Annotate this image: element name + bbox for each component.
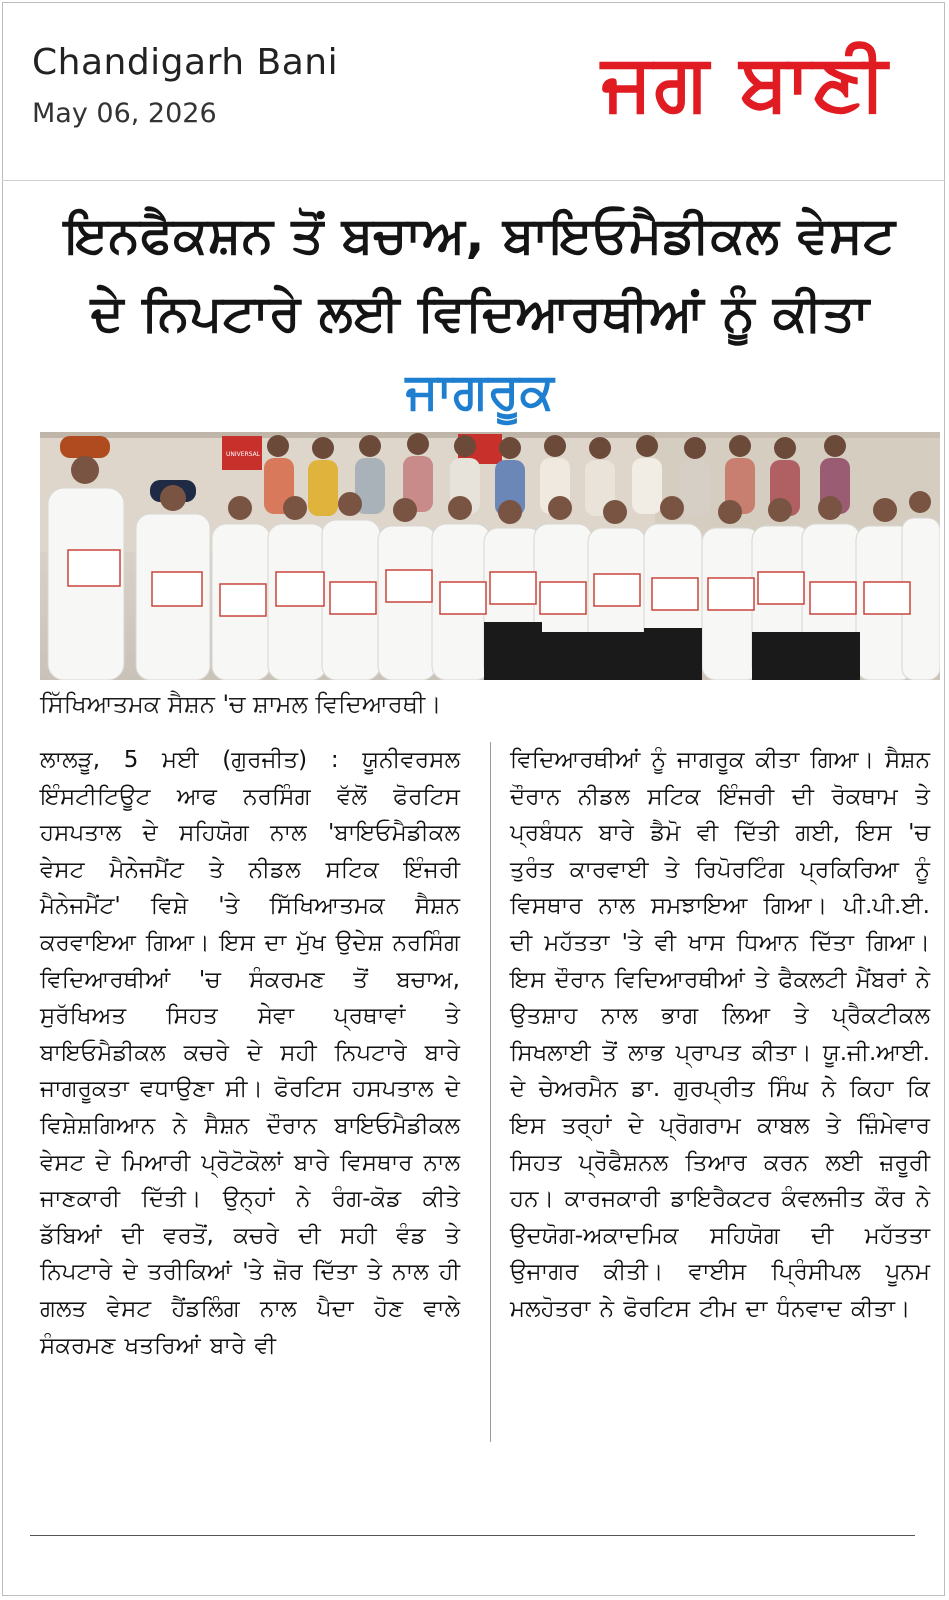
article-column-left: ਲਾਲੜੂ, 5 ਮਈ (ਗੁਰਜੀਤ) : ਯੂਨੀਵਰਸਲ ਇੰਸਟੀਟਿਊਟ ਆਫ ਨਰਸਿੰਗ ਵੱਲੋਂ ਫੋਰਟਿਸ ਹਸਪਤਾਲ ਦੇ ਸਹਿਯੋਗ ਨਾਲ 'ਬਾਇਓਮੈਡੀਕਲ ਵੇਸਟ ਮੈਨੇਜਮੈਂਟ ਤੇ ਨੀਡਲ ਸਟਿਕ ਇੰਜਰੀ ਮੈਨੇਜਮੈਂਟ' ਵਿਸ਼ੇ 'ਤੇ ਸਿੱਖਿਆਤਮਕ ਸੈਸ਼ਨ ਕਰਵਾਇਆ ਗਿਆ। ਇਸ ਦਾ ਮੁੱਖ ਉਦੇਸ਼ ਨਰਸਿੰਗ ਵਿਦਿਆਰਥੀਆਂ 'ਚ ਸੰਕਰਮਣ ਤੋਂ ਬਚਾਅ, ਸੁਰੱਖਿਅਤ ਸਿਹਤ ਸੇਵਾ ਪ੍ਰਥਾਵਾਂ ਤੇ ਬਾਇਓਮੈਡੀਕਲ ਕਚਰੇ ਦੇ ਸਹੀ ਨਿਪਟਾਰੇ ਬਾਰੇ ਜਾਗਰੂਕਤਾ ਵਧਾਉਣਾ ਸੀ। ਫੋਰਟਿਸ ਹਸਪਤਾਲ ਦੇ ਵਿਸ਼ੇਸ਼ਗਿਆਨ ਨੇ ਸੈਸ਼ਨ ਦੌਰਾਨ ਬਾਇਓਮੈਡੀਕਲ ਵੇਸਟ ਦੇ ਮਿਆਰੀ ਪ੍ਰੋਟੋਕੋਲਾਂ ਬਾਰੇ ਵਿਸਥਾਰ ਨਾਲ ਜਾਣਕਾਰੀ ਦਿੱਤੀ। ਉਨ੍ਹਾਂ ਨੇ ਰੰਗ-ਕੋਡ ਕੀਤੇ ਡੱਬਿਆਂ ਦੀ ਵਰਤੋਂ, ਕਚਰੇ ਦੀ ਸਹੀ ਵੰਡ ਤੇ ਨਿਪਟਾਰੇ ਦੇ ਤਰੀਕਿਆਂ 'ਤੇ ਜ਼ੋਰ ਦਿੱਤਾ ਤੇ ਨਾਲ ਹੀ ਗਲਤ ਵੇਸਟ ਹੈਂਡਲਿੰਗ ਨਾਲ ਪੈਦਾ ਹੋਣ ਵਾਲੇ ਸੰਕਰਮਣ ਖਤਰਿਆਂ ਬਾਰੇ ਵੀ xyxy=(40,747,460,1359)
bottom-rule xyxy=(30,1535,915,1536)
source-name: Chandigarh Bani xyxy=(32,42,339,83)
headline-accent-word: ਜਾਗਰੂਕ xyxy=(405,362,555,420)
group-photo-illustration xyxy=(40,432,940,680)
article-column-right: ਵਿਦਿਆਰਥੀਆਂ ਨੂੰ ਜਾਗਰੂਕ ਕੀਤਾ ਗਿਆ। ਸੈਸ਼ਨ ਦੌਰਾਨ ਨੀਡਲ ਸਟਿਕ ਇੰਜਰੀ ਦੀ ਰੋਕਥਾਮ ਤੇ ਪ੍ਰਬੰਧਨ ਬਾਰੇ ਡੈਮੋ ਵੀ ਦਿੱਤੀ ਗਈ, ਇਸ 'ਚ ਤੁਰੰਤ ਕਾਰਵਾਈ ਤੇ ਰਿਪੋਰਟਿੰਗ ਪ੍ਰਕਿਰਿਆ ਨੂੰ ਵਿਸਥਾਰ ਨਾਲ ਸਮਝਾਇਆ ਗਿਆ। ਪੀ.ਪੀ.ਈ. ਦੀ ਮਹੱਤਤਾ 'ਤੇ ਵੀ ਖਾਸ ਧਿਆਨ ਦਿੱਤਾ ਗਿਆ। ਇਸ ਦੌਰਾਨ ਵਿਦਿਆਰਥੀਆਂ ਤੇ ਫੈਕਲਟੀ ਮੈਂਬਰਾਂ ਨੇ ਉਤਸ਼ਾਹ ਨਾਲ ਭਾਗ ਲਿਆ ਤੇ ਪ੍ਰੈਕਟੀਕਲ ਸਿਖਲਾਈ ਤੋਂ ਲਾਭ ਪ੍ਰਾਪਤ ਕੀਤਾ। ਯੂ.ਜੀ.ਆਈ. ਦੇ ਚੇਅਰਮੈਨ ਡਾ. ਗੁਰਪ੍ਰੀਤ ਸਿੰਘ ਨੇ ਕਿਹਾ ਕਿ ਇਸ ਤਰ੍ਹਾਂ ਦੇ ਪ੍ਰੋਗਰਾਮ ਕਾਬਲ ਤੇ ਜ਼ਿੰਮੇਵਾਰ ਸਿਹਤ ਪ੍ਰੋਫੈਸ਼ਨਲ ਤਿਆਰ ਕਰਨ ਲਈ ਜ਼ਰੂਰੀ ਹਨ। ਕਾਰਜਕਾਰੀ ਡਾਇਰੈਕਟਰ ਕੰਵਲਜੀਤ ਕੌਰ ਨੇ ਉਦਯੋਗ-ਅਕਾਦਮਿਕ ਸਹਿਯੋਗ ਦੀ ਮਹੱਤਤਾ ਉਜਾਗਰ ਕੀਤੀ। ਵਾਈਸ ਪ੍ਰਿੰਸੀਪਲ ਪੂਨਮ ਮਲਹੋਤਰਾ ਨੇ ਫੋਰਟਿਸ ਟੀਮ ਦਾ ਧੰਨਵਾਦ ਕੀਤਾ। xyxy=(510,747,930,1322)
article-headline xyxy=(40,196,920,430)
clipping-header xyxy=(0,0,949,180)
headline-main: ਇਨਫੈਕਸ਼ਨ ਤੋਂ ਬਚਾਅ, ਬਾਇਓਮੈਡੀਕਲ ਵੇਸਟ ਦੇ ਨਿਪਟਾਰੇ ਲਈ ਵਿਦਿਆਰਥੀਆਂ ਨੂੰ ਕੀਤਾ xyxy=(64,206,896,342)
source-date: May 06, 2026 xyxy=(32,98,217,129)
column-divider xyxy=(490,742,491,1442)
group-photo xyxy=(40,432,940,680)
newspaper-masthead-logo: ਜਗ ਬਾਣੀ xyxy=(601,38,889,128)
photo-caption: ਸਿੱਖਿਆਤਮਕ ਸੈਸ਼ਨ 'ਚ ਸ਼ਾਮਲ ਵਿਦਿਆਰਥੀ। xyxy=(40,690,442,718)
header-divider xyxy=(2,180,945,181)
photo-banner-text: UNIVERSAL xyxy=(226,451,261,458)
